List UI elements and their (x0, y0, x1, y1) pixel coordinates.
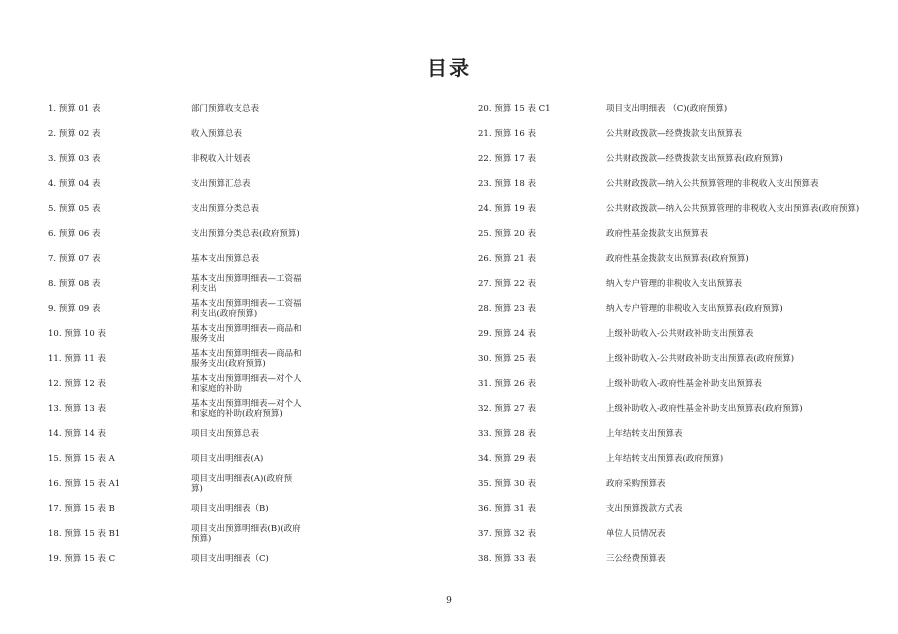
toc-entry-title: 三公经费预算表 (606, 553, 666, 564)
toc-entry[interactable] (478, 296, 858, 321)
toc-left-column (48, 96, 408, 571)
toc-entry-number: 36. 预算 31 表 (478, 503, 536, 514)
toc-entry-number: 10. 预算 10 表 (48, 328, 106, 339)
toc-entry[interactable] (48, 171, 408, 196)
toc-entry[interactable] (478, 396, 858, 421)
toc-entry[interactable] (478, 221, 858, 246)
toc-entry-number: 9. 预算 09 表 (48, 303, 101, 314)
toc-entry-title: 政府性基金拨款支出预算表(政府预算) (606, 253, 749, 264)
toc-entry[interactable] (478, 446, 858, 471)
toc-entry-title: 支出预算拨款方式表 (606, 503, 683, 514)
toc-entry-title: 单位人员情况表 (606, 528, 666, 539)
toc-entry-title: 项目支出明细表（C) (191, 553, 269, 564)
toc-entry-number: 4. 预算 04 表 (48, 178, 101, 189)
toc-entry-number: 15. 预算 15 表 A (48, 453, 115, 464)
toc-entry-number: 38. 预算 33 表 (478, 553, 536, 564)
toc-entry-number: 37. 预算 32 表 (478, 528, 536, 539)
toc-entry-number: 8. 预算 08 表 (48, 278, 101, 289)
toc-entry-title: 公共财政拨款—纳入公共预算管理的非税收入支出预算表 (606, 178, 819, 189)
toc-entry[interactable] (48, 471, 408, 496)
toc-entry-number: 28. 预算 23 表 (478, 303, 536, 314)
toc-entry[interactable] (478, 321, 858, 346)
toc-entry[interactable] (478, 421, 858, 446)
toc-entry-number: 19. 预算 15 表 C (48, 553, 116, 564)
toc-entry-title: 项目支出明细表(A) (191, 453, 264, 464)
toc-entry-title: 部门预算收支总表 (191, 103, 260, 114)
toc-entry-title: 支出预算分类总表 (191, 203, 260, 214)
toc-entry-title: 项目支出预算明细表(B)(政府预算) (191, 523, 301, 544)
toc-entry-number: 29. 预算 24 表 (478, 328, 536, 339)
toc-entry[interactable] (478, 471, 858, 496)
toc-entry-number: 3. 预算 03 表 (48, 153, 101, 164)
toc-entry-number: 24. 预算 19 表 (478, 203, 536, 214)
toc-entry-number: 26. 预算 21 表 (478, 253, 536, 264)
toc-entry-title: 基本支出预算明细表—对个人和家庭的补助 (191, 373, 302, 394)
toc-entry-number: 11. 预算 11 表 (48, 353, 106, 364)
toc-entry-number: 23. 预算 18 表 (478, 178, 536, 189)
toc-entry-title: 基本支出预算总表 (191, 253, 260, 264)
toc-entry-title: 支出预算分类总表(政府预算) (191, 228, 300, 239)
toc-entry[interactable] (478, 496, 858, 521)
toc-entry-title: 基本支出预算明细表—商品和服务支出 (191, 323, 302, 344)
toc-entry-number: 31. 预算 26 表 (478, 378, 536, 389)
toc-entry[interactable] (478, 171, 858, 196)
toc-entry-title: 公共财政拨款—纳入公共预算管理的非税收入支出预算表(政府预算) (606, 203, 860, 214)
toc-entry-title: 项目支出明细表（B) (191, 503, 269, 514)
toc-entry-number: 16. 预算 15 表 A1 (48, 478, 121, 489)
toc-entry[interactable] (478, 371, 858, 396)
toc-entry-title: 收入预算总表 (191, 128, 243, 139)
toc-entry[interactable] (48, 296, 408, 321)
toc-entry[interactable] (478, 521, 858, 546)
toc-entry-title: 纳入专户管理的非税收入支出预算表 (606, 278, 743, 289)
toc-entry-number: 12. 预算 12 表 (48, 378, 106, 389)
toc-entry[interactable] (48, 396, 408, 421)
toc-entry[interactable] (478, 246, 858, 271)
toc-entry-title: 项目支出明细表 （C)(政府预算) (606, 103, 728, 114)
toc-entry[interactable] (48, 421, 408, 446)
toc-entry-number: 32. 预算 27 表 (478, 403, 536, 414)
toc-entry-title: 政府性基金拨款支出预算表 (606, 228, 709, 239)
toc-entry[interactable] (48, 371, 408, 396)
toc-entry-number: 20. 预算 15 表 C1 (478, 103, 551, 114)
toc-entry-title: 基本支出预算明细表—商品和服务支出(政府预算) (191, 348, 302, 369)
toc-right-column (478, 96, 858, 571)
toc-entry[interactable] (478, 546, 858, 571)
toc-entry[interactable] (478, 346, 858, 371)
toc-entry-number: 2. 预算 02 表 (48, 128, 101, 139)
toc-entry-title: 上级补助收入-政府性基金补助支出预算表 (606, 378, 762, 389)
toc-entry[interactable] (48, 521, 408, 546)
toc-entry-number: 25. 预算 20 表 (478, 228, 536, 239)
toc-entry[interactable] (478, 96, 858, 121)
toc-entry-title: 非税收入计划表 (191, 153, 251, 164)
toc-entry[interactable] (48, 321, 408, 346)
toc-entry[interactable] (478, 121, 858, 146)
toc-entry-number: 14. 预算 14 表 (48, 428, 106, 439)
page-number: 9 (446, 596, 452, 606)
toc-entry-number: 5. 预算 05 表 (48, 203, 101, 214)
page-title: 目录 (427, 56, 471, 80)
toc-entry-number: 33. 预算 28 表 (478, 428, 536, 439)
toc-entry-title: 基本支出预算明细表—工资福利支出 (191, 273, 302, 294)
toc-entry-number: 1. 预算 01 表 (48, 103, 101, 114)
toc-entry-title: 上级补助收入-公共财政补助支出预算表 (606, 328, 754, 339)
toc-entry-number: 7. 预算 07 表 (48, 253, 101, 264)
toc-entry[interactable] (48, 221, 408, 246)
toc-entry[interactable] (48, 546, 408, 571)
toc-entry[interactable] (48, 271, 408, 296)
toc-entry[interactable] (478, 146, 858, 171)
toc-entry-title: 基本支出预算明细表—工资福利支出(政府预算) (191, 298, 302, 319)
toc-entry-title: 公共财政拨款—经费拨款支出预算表(政府预算) (606, 153, 783, 164)
toc-entry-number: 6. 预算 06 表 (48, 228, 101, 239)
toc-entry-number: 13. 预算 13 表 (48, 403, 106, 414)
toc-entry-title: 公共财政拨款—经费拨款支出预算表 (606, 128, 743, 139)
toc-entry-number: 27. 预算 22 表 (478, 278, 536, 289)
toc-entry-number: 17. 预算 15 表 B (48, 503, 115, 514)
toc-entry-title: 支出预算汇总表 (191, 178, 251, 189)
toc-entry[interactable] (48, 146, 408, 171)
toc-entry-title: 政府采购预算表 (606, 478, 666, 489)
toc-entry-title: 上级补助收入-政府性基金补助支出预算表(政府预算) (606, 403, 803, 414)
toc-entry-number: 34. 预算 29 表 (478, 453, 536, 464)
toc-entry[interactable] (48, 121, 408, 146)
toc-entry-number: 18. 预算 15 表 B1 (48, 528, 121, 539)
toc-entry-number: 30. 预算 25 表 (478, 353, 536, 364)
toc-entry-title: 纳入专户管理的非税收入支出预算表(政府预算) (606, 303, 783, 314)
toc-entry[interactable] (48, 196, 408, 221)
toc-entry-title: 项目支出预算总表 (191, 428, 260, 439)
toc-entry[interactable] (48, 96, 408, 121)
toc-entry-number: 22. 预算 17 表 (478, 153, 536, 164)
toc-entry-title: 基本支出预算明细表—对个人和家庭的补助(政府预算) (191, 398, 302, 419)
toc-entry-title: 上年结转支出预算表 (606, 428, 683, 439)
toc-entry[interactable] (478, 196, 858, 221)
toc-entry-title: 上年结转支出预算表(政府预算) (606, 453, 724, 464)
toc-entry[interactable] (478, 271, 858, 296)
toc-entry[interactable] (48, 346, 408, 371)
toc-entry-number: 35. 预算 30 表 (478, 478, 536, 489)
toc-entry[interactable] (48, 496, 408, 521)
toc-entry-title: 项目支出明细表(A)(政府预算) (191, 473, 293, 494)
toc-entry[interactable] (48, 246, 408, 271)
toc-entry[interactable] (48, 446, 408, 471)
toc-entry-title: 上级补助收入-公共财政补助支出预算表(政府预算) (606, 353, 795, 364)
toc-entry-number: 21. 预算 16 表 (478, 128, 536, 139)
